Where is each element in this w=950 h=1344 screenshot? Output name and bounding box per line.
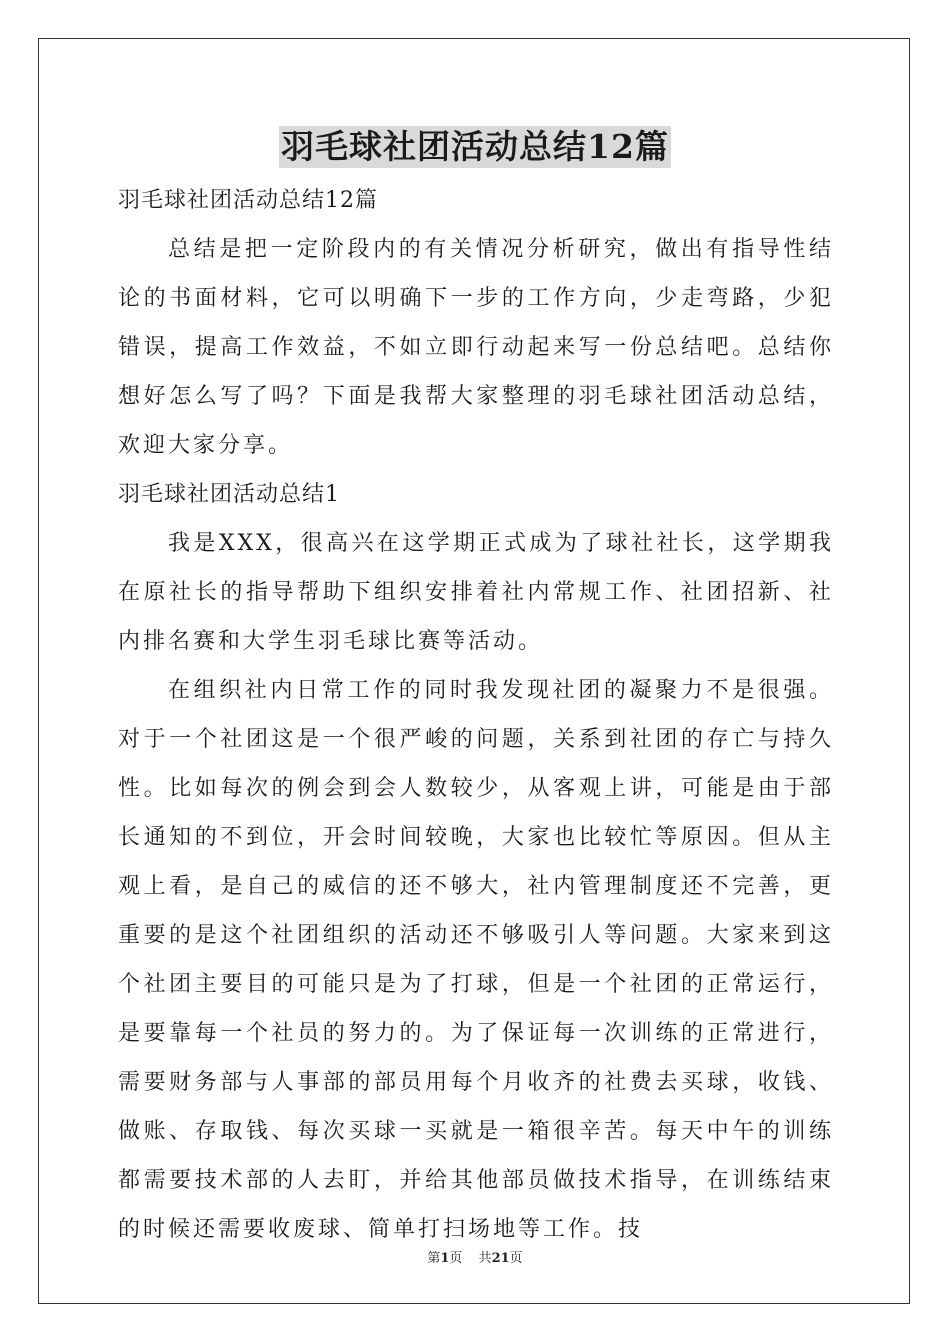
intro-paragraph: 总结是把一定阶段内的有关情况分析研究，做出有指导性结论的书面材料，它可以明确下一步的工作方向，少走弯路，少犯错误，提高工作效益，不如立即行动起来写一份总结吧。总结你想好怎么写了吗？下面是我帮大家整理的羽毛球社团活动总结，欢迎大家分享。 <box>118 237 834 458</box>
page-prefix: 第 <box>427 1251 441 1266</box>
body-paragraph-2: 在组织社内日常工作的同时我发现社团的凝聚力不是很强。对于一个社团这是一个很严峻的问题，关系到社团的存亡与持久性。比如每次的例会到会人数较少，从客观上讲，可能是由于部长通知的不到位，开会时间较晚，大家也比较忙等原因。但从主观上看，是自己的威信的还不够大，社内管理制度还不完善，更重要的是这个社团组织的活动还不够吸引人等问题。大家来到这个社团主要目的可能只是为了打球，但是一个社团的正常运行，是要靠每一个社员的努力的。为了保证每一次训练的正常进行，需要财务部与人事部的部员用每个月收齐的社费去买球，收钱、做账、存取钱、每次买球一买就是一箱很辛苦。每天中午的训练都需要技术部的人去盯，并给其他部员做技术指导，在训练结束的时候还需要收废球、简单打扫场地等工作。技 <box>118 678 834 1242</box>
document-body <box>118 176 834 1254</box>
title-container <box>0 126 950 168</box>
document-title: 羽毛球社团活动总结12篇 <box>281 127 669 166</box>
page-number <box>427 1251 462 1266</box>
page-total-count: 21 <box>491 1251 510 1266</box>
page-current: 1 <box>440 1251 450 1266</box>
total-suffix: 页 <box>509 1251 523 1266</box>
page-footer <box>0 1247 950 1266</box>
section-heading: 羽毛球社团活动总结1 <box>118 482 340 507</box>
document-subtitle: 羽毛球社团活动总结12篇 <box>118 188 378 213</box>
page-suffix: 页 <box>449 1251 463 1266</box>
total-prefix: 共 <box>478 1251 492 1266</box>
body-paragraph-1: 我是XXX，很高兴在这学期正式成为了球社社长，这学期我在原社长的指导帮助下组织安排着社内常规工作、社团招新、社内排名赛和大学生羽毛球比赛等活动。 <box>118 531 834 654</box>
page-total <box>479 1251 523 1266</box>
